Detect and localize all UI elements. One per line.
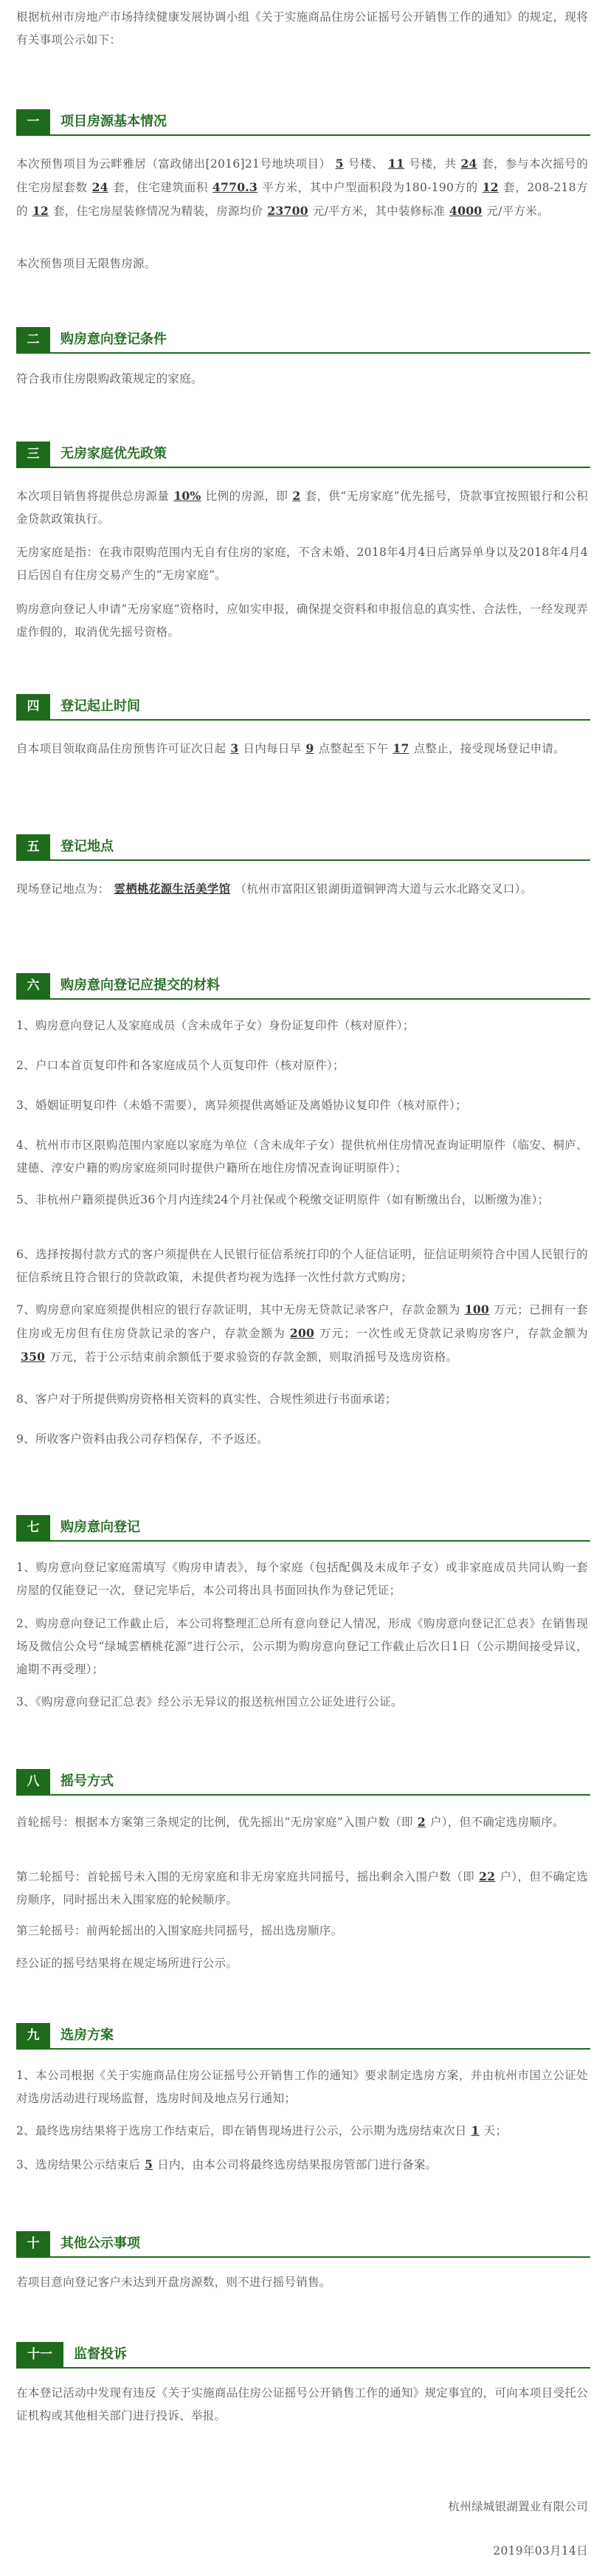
section-title: 监督投诉 [74,2346,127,2362]
section-header-6 [16,973,590,1000]
section-header-10 [16,2231,590,2258]
paragraph: 本次预售项目无限售房源。 [16,257,156,270]
section-title: 其他公示事项 [60,2236,140,2251]
paragraph: 本次项目销售将提供总房源量 10% 比例的房源，即 2 套，供“无房家庭”优先摇号，贷款事宜按照银行和公积金贷款政策执行。 [16,489,588,526]
section-number: 十一 [16,2342,63,2367]
section-title: 选房方案 [60,2027,114,2043]
company-signature: 杭州绿城银湖置业有限公司 [448,2500,588,2513]
section-number: 五 [16,834,50,859]
paragraph: 第三轮摇号：前两轮摇出的入围家庭共同摇号，摇出选房顺序。 [16,1924,343,1937]
paragraph: 无房家庭是指：在我市限购范围内无自有住房的家庭，不含未婚、2018年4月4日后离异单身以及2018年4月4日后因自有住房交易产生的“无房家庭”。 [16,546,588,582]
section-number: 八 [16,1769,50,1794]
paragraph: 经公证的摇号结果将在规定场所进行公示。 [16,1957,238,1970]
list-item: 8、客户对于所提供购房资格相关资料的真实性、合规性须进行书面承诺； [16,1392,397,1406]
list-item: 7、购房意向家庭须提供相应的银行存款证明，其中无房无贷款记录客户，存款金额为 100 万元；已拥有一套住房或无房但有住房贷款记录的客户，存款金额为 200 万元；一次性或无贷款记录购房客户，存款金额为350 万元，若于公示结束前余额低于要求验资的存款金额，则取消摇号及选房资格。 [16,1302,588,1364]
section-header-11 [16,2342,590,2369]
list-item: 3、《购房意向登记汇总表》经公示无异议的报送杭州国立公证处进行公证。 [16,1695,403,1708]
list-item: 2、购房意向登记工作截止后，本公司将整理汇总所有意向登记人情况，形成《购房意向登记汇总表》在销售现场及微信公众号“绿城雲栖桃花源”进行公示，公示期为购房意向登记工作截止后次日1日（公示期间接受异议，逾期不再受理）； [16,1617,588,1676]
list-item: 9、所收客户资料由我公司存档保存，不予返还。 [16,1432,269,1446]
section-title: 登记起止时间 [60,698,140,714]
list-item: 5、非杭州户籍须提供近36个月内连续24个月社保或个税缴交证明原件（如有断缴出台，以断缴为准）； [16,1193,550,1206]
section-number: 十 [16,2231,50,2256]
list-item: 6、选择按揭付款方式的客户须提供在人民银行征信系统打印的个人征信证明，征信证明须符合中国人民银行的征信系统且符合银行的贷款政策，未提供者均视为选择一次性付款方式购房； [16,1248,588,1284]
section-title: 购房意向登记条件 [60,332,167,347]
section-header-7 [16,1515,590,1542]
paragraph: 现场登记地点为： 雲栖桃花源生活美学馆 （杭州市富阳区银湖街道铜钾湾大道与云水北路交叉口）。 [16,882,533,896]
list-item: 3、婚姻证明复印件（未婚不需要），离异须提供离婚证及离婚协议复印件（核对原件）； [16,1099,467,1112]
section-number: 七 [16,1515,50,1540]
intro-text: 根据杭州市房地产市场持续健康发展协调小组《关于实施商品住房公证摇号公开销售工作的通知》的规定，现将有关事项公示如下： [16,10,588,47]
list-item: 1、购房意向登记家庭需填写《购房申请表》，每个家庭（包括配偶及未成年子女）或非家庭成员共同认购一套房屋的仅能登记一次，登记完毕后，本公司将出具书面回执作为登记凭证； [16,1561,588,1597]
section-header-9 [16,2023,590,2050]
section-header-2 [16,327,590,354]
paragraph: 第二轮摇号：首轮摇号未入围的无房家庭和非无房家庭共同摇号，摇出剩余入围户数（即 22 户），但不确定选房顺序，同时摇出未入围家庭的轮候顺序。 [16,1869,588,1906]
section-title: 摇号方式 [60,1773,114,1789]
section-header-3 [16,442,590,468]
section-header-8 [16,1769,590,1796]
section-number: 九 [16,2023,50,2048]
section-number: 一 [16,109,50,134]
section-title: 无房家庭优先政策 [60,446,167,461]
list-item: 2、户口本首页复印件和各家庭成员个人页复印件（核对原件）； [16,1059,345,1072]
date-text: 2019年03月14日 [493,2544,588,2558]
paragraph: 购房意向登记人申请“无房家庭”资格时，应如实申报，确保提交资料和申报信息的真实性、合法性，一经发现弄虚作假的，取消优先摇号资格。 [16,602,588,639]
list-item: 4、杭州市市区限购范围内家庭以家庭为单位（含未成年子女）提供杭州住房情况查询证明原件（临安、桐庐、建德、淳安户籍的购房家庭须同时提供户籍所在地住房情况查询证明原件）； [16,1138,588,1175]
section-header-4 [16,694,590,721]
paragraph: 自本项目领取商品住房预售许可证次日起 3 日内每日早 9 点整起至下午 17 点整止，接受现场登记申请。 [16,741,565,755]
section-title: 登记地点 [60,839,114,854]
paragraph: 本次预售项目为云畔雅居（富政储出[2016]21号地块项目） 5 号楼、 11 号楼，共 24 套，参与本次摇号的住宅房屋套数 24 套，住宅建筑面积 4770.3 平方米，其中户型面积段为180-190方的 12 套，208-218方的 12 套，住宅房屋装修情况为精装，房源均价 23700 元/平方米，其中装修标准 4000 元/平方米。 [16,157,589,218]
paragraph: 若项目意向登记客户未达到开盘房源数，则不进行摇号销售。 [16,2276,331,2289]
section-number: 六 [16,973,50,998]
section-number: 二 [16,327,50,352]
list-item: 1、购房意向登记人及家庭成员（含未成年子女）身份证复印件（核对原件）； [16,1019,415,1032]
section-header-5 [16,834,590,861]
paragraph: 首轮摇号：根据本方案第三条规定的比例，优先摇出“无房家庭”入围户数（即 2 户），但不确定选房顺序。 [16,1815,564,1829]
list-item: 2、最终选房结果将于选房工作结束后，即在销售现场进行公示，公示期为选房结束次日 1 天； [16,2123,508,2137]
section-title: 项目房源基本情况 [60,114,167,129]
section-number: 三 [16,442,50,467]
paragraph: 符合我市住房限购政策规定的家庭。 [16,372,203,385]
section-number: 四 [16,694,50,719]
list-item: 1、本公司根据《关于实施商品住房公证摇号公开销售工作的通知》要求制定选房方案，并由杭州市国立公证处对选房活动进行现场监督，选房时间及地点另行通知； [16,2069,588,2105]
section-header-1 [16,109,590,136]
section-title: 购房意向登记 [60,1519,140,1535]
section-title: 购房意向登记应提交的材料 [60,978,220,993]
paragraph: 在本登记活动中发现有违反《关于实施商品住房公证摇号公开销售工作的通知》规定事宜的，可向本项目受托公证机构或其他相关部门进行投诉、举报。 [16,2386,588,2422]
list-item: 3、选房结果公示结束后 5 日内，由本公司将最终选房结果报房管部门进行备案。 [16,2157,438,2171]
